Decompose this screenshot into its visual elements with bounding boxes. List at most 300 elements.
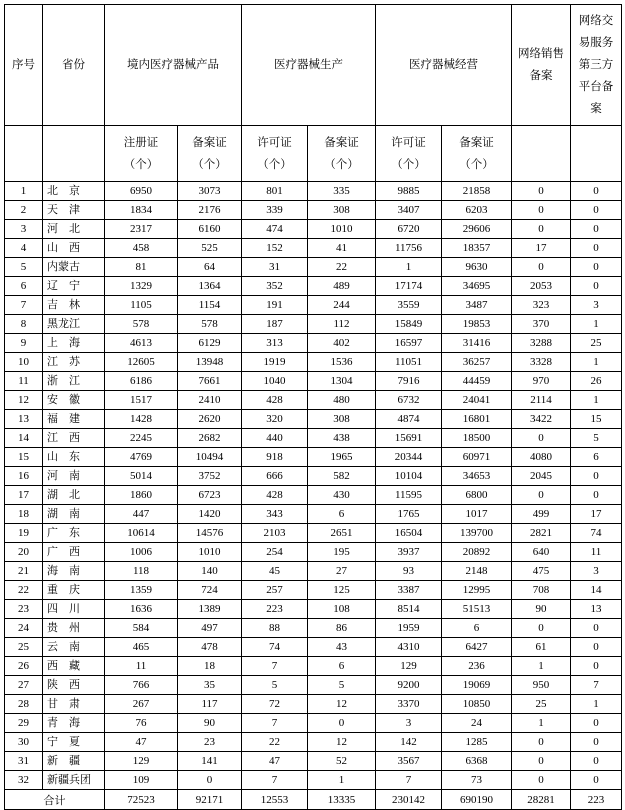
data-cell: 724	[178, 581, 242, 600]
data-cell: 29606	[442, 220, 512, 239]
row-province: 黑龙江	[43, 315, 105, 334]
header-production: 医疗器械生产	[242, 5, 376, 126]
data-cell: 3487	[442, 296, 512, 315]
data-cell: 458	[105, 239, 178, 258]
data-cell: 8514	[376, 600, 442, 619]
data-cell: 1965	[308, 448, 376, 467]
row-province: 西 藏	[43, 657, 105, 676]
data-cell: 1006	[105, 543, 178, 562]
subheader-label: 注册证	[123, 136, 159, 149]
data-cell: 1	[571, 315, 622, 334]
data-cell: 430	[308, 486, 376, 505]
data-cell: 17	[571, 505, 622, 524]
data-cell: 6950	[105, 182, 178, 201]
data-cell: 61	[512, 638, 571, 657]
data-cell: 74	[571, 524, 622, 543]
data-cell: 352	[242, 277, 308, 296]
data-cell: 3	[376, 714, 442, 733]
data-cell: 1389	[178, 600, 242, 619]
data-cell: 480	[308, 391, 376, 410]
row-province: 天 津	[43, 201, 105, 220]
data-cell: 267	[105, 695, 178, 714]
header-province: 省份	[43, 5, 105, 126]
data-cell: 112	[308, 315, 376, 334]
table-row	[5, 505, 622, 524]
table-row	[5, 334, 622, 353]
header-domestic-products: 境内医疗器械产品	[105, 5, 242, 126]
data-cell: 3752	[178, 467, 242, 486]
data-cell: 1636	[105, 600, 178, 619]
data-cell: 16801	[442, 410, 512, 429]
medical-device-statistics-table	[4, 4, 622, 810]
data-cell: 1517	[105, 391, 178, 410]
row-index: 12	[5, 391, 43, 410]
data-cell: 1285	[442, 733, 512, 752]
subheader-unit: （个）	[391, 158, 426, 171]
data-cell: 10494	[178, 448, 242, 467]
data-cell: 0	[571, 258, 622, 277]
row-index: 5	[5, 258, 43, 277]
table-row	[5, 619, 622, 638]
data-cell: 20344	[376, 448, 442, 467]
row-index: 28	[5, 695, 43, 714]
data-cell: 0	[571, 277, 622, 296]
table-row	[5, 353, 622, 372]
table-row	[5, 600, 622, 619]
data-cell: 766	[105, 676, 178, 695]
row-province: 海 南	[43, 562, 105, 581]
data-cell: 17	[512, 239, 571, 258]
total-cell: 72523	[105, 790, 178, 810]
row-index: 32	[5, 771, 43, 790]
data-cell: 72	[242, 695, 308, 714]
data-cell: 257	[242, 581, 308, 600]
data-cell: 191	[242, 296, 308, 315]
header-blank	[571, 126, 622, 182]
data-cell: 2821	[512, 524, 571, 543]
subheader-registration	[105, 126, 178, 182]
data-cell: 0	[512, 201, 571, 220]
header-index: 序号	[5, 5, 43, 126]
data-cell: 3328	[512, 353, 571, 372]
data-cell: 2114	[512, 391, 571, 410]
data-cell: 3073	[178, 182, 242, 201]
data-cell: 578	[105, 315, 178, 334]
header-blank	[5, 126, 43, 182]
data-cell: 1834	[105, 201, 178, 220]
data-cell: 6427	[442, 638, 512, 657]
row-index: 23	[5, 600, 43, 619]
row-province: 青 海	[43, 714, 105, 733]
data-cell: 88	[242, 619, 308, 638]
data-cell: 0	[571, 486, 622, 505]
data-cell: 6129	[178, 334, 242, 353]
data-cell: 0	[571, 714, 622, 733]
data-cell: 13	[571, 600, 622, 619]
data-cell: 18357	[442, 239, 512, 258]
data-cell: 15691	[376, 429, 442, 448]
data-cell: 18	[178, 657, 242, 676]
data-cell: 0	[512, 258, 571, 277]
data-cell: 12	[308, 695, 376, 714]
data-cell: 12	[308, 733, 376, 752]
data-cell: 6	[571, 448, 622, 467]
data-cell: 1959	[376, 619, 442, 638]
subheader-filing	[442, 126, 512, 182]
data-cell: 0	[512, 733, 571, 752]
data-cell: 2045	[512, 467, 571, 486]
data-cell: 195	[308, 543, 376, 562]
total-cell: 92171	[178, 790, 242, 810]
row-province: 辽 宁	[43, 277, 105, 296]
data-cell: 5	[308, 676, 376, 695]
data-cell: 1010	[308, 220, 376, 239]
subheader-label: 备案证	[192, 136, 227, 149]
row-index: 20	[5, 543, 43, 562]
data-cell: 1040	[242, 372, 308, 391]
data-cell: 16504	[376, 524, 442, 543]
data-cell: 2103	[242, 524, 308, 543]
data-cell: 1	[571, 695, 622, 714]
data-cell: 6	[308, 505, 376, 524]
data-cell: 187	[242, 315, 308, 334]
data-cell: 17174	[376, 277, 442, 296]
data-cell: 3370	[376, 695, 442, 714]
row-province: 江 西	[43, 429, 105, 448]
data-cell: 1	[308, 771, 376, 790]
data-cell: 16597	[376, 334, 442, 353]
total-cell: 223	[571, 790, 622, 810]
data-cell: 7	[376, 771, 442, 790]
row-province: 上 海	[43, 334, 105, 353]
data-cell: 5	[571, 429, 622, 448]
data-cell: 6160	[178, 220, 242, 239]
data-cell: 31416	[442, 334, 512, 353]
data-cell: 0	[512, 752, 571, 771]
data-cell: 1154	[178, 296, 242, 315]
data-cell: 118	[105, 562, 178, 581]
row-index: 3	[5, 220, 43, 239]
data-cell: 308	[308, 201, 376, 220]
data-cell: 2410	[178, 391, 242, 410]
data-cell: 465	[105, 638, 178, 657]
row-index: 10	[5, 353, 43, 372]
data-cell: 45	[242, 562, 308, 581]
data-cell: 320	[242, 410, 308, 429]
row-province: 江 苏	[43, 353, 105, 372]
data-cell: 1536	[308, 353, 376, 372]
data-cell: 6723	[178, 486, 242, 505]
data-cell: 0	[178, 771, 242, 790]
data-cell: 478	[178, 638, 242, 657]
data-cell: 24	[442, 714, 512, 733]
table-row	[5, 296, 622, 315]
data-cell: 76	[105, 714, 178, 733]
header-blank	[512, 126, 571, 182]
data-cell: 582	[308, 467, 376, 486]
row-province: 湖 北	[43, 486, 105, 505]
data-cell: 142	[376, 733, 442, 752]
row-province: 吉 林	[43, 296, 105, 315]
data-cell: 474	[242, 220, 308, 239]
data-cell: 1860	[105, 486, 178, 505]
data-cell: 7916	[376, 372, 442, 391]
data-cell: 339	[242, 201, 308, 220]
data-cell: 3567	[376, 752, 442, 771]
row-province: 山 西	[43, 239, 105, 258]
data-cell: 6	[308, 657, 376, 676]
data-cell: 7	[242, 714, 308, 733]
table-row	[5, 638, 622, 657]
data-cell: 1	[571, 391, 622, 410]
subheader-filing	[308, 126, 376, 182]
table-row	[5, 771, 622, 790]
data-cell: 3288	[512, 334, 571, 353]
data-cell: 64	[178, 258, 242, 277]
row-province: 广 西	[43, 543, 105, 562]
data-cell: 3	[571, 296, 622, 315]
data-cell: 7	[242, 657, 308, 676]
data-cell: 14	[571, 581, 622, 600]
table-row	[5, 543, 622, 562]
data-cell: 14576	[178, 524, 242, 543]
row-index: 22	[5, 581, 43, 600]
data-cell: 3937	[376, 543, 442, 562]
data-cell: 6720	[376, 220, 442, 239]
row-province: 甘 肃	[43, 695, 105, 714]
data-cell: 2053	[512, 277, 571, 296]
data-cell: 244	[308, 296, 376, 315]
data-cell: 31	[242, 258, 308, 277]
table-row	[5, 410, 622, 429]
data-cell: 25	[512, 695, 571, 714]
subheader-unit: （个）	[324, 158, 359, 171]
data-cell: 254	[242, 543, 308, 562]
row-index: 21	[5, 562, 43, 581]
header-online-sales: 网络销售备案	[512, 5, 571, 126]
subheader-label: 许可证	[391, 136, 426, 149]
data-cell: 0	[512, 220, 571, 239]
data-cell: 47	[242, 752, 308, 771]
data-cell: 11595	[376, 486, 442, 505]
table-body	[5, 182, 622, 790]
data-cell: 0	[571, 182, 622, 201]
header-operation: 医疗器械经营	[376, 5, 512, 126]
data-cell: 370	[512, 315, 571, 334]
data-cell: 708	[512, 581, 571, 600]
table-row	[5, 182, 622, 201]
table-row	[5, 562, 622, 581]
data-cell: 428	[242, 391, 308, 410]
data-cell: 11	[105, 657, 178, 676]
data-cell: 90	[512, 600, 571, 619]
data-cell: 0	[512, 771, 571, 790]
data-cell: 81	[105, 258, 178, 277]
data-cell: 0	[571, 771, 622, 790]
data-cell: 90	[178, 714, 242, 733]
data-cell: 1105	[105, 296, 178, 315]
data-cell: 1	[571, 353, 622, 372]
data-cell: 25	[571, 334, 622, 353]
row-province: 湖 南	[43, 505, 105, 524]
data-cell: 950	[512, 676, 571, 695]
total-row	[5, 790, 622, 810]
data-cell: 6732	[376, 391, 442, 410]
data-cell: 801	[242, 182, 308, 201]
row-province: 安 徽	[43, 391, 105, 410]
data-cell: 5014	[105, 467, 178, 486]
data-cell: 6186	[105, 372, 178, 391]
table-row	[5, 391, 622, 410]
data-cell: 15849	[376, 315, 442, 334]
data-cell: 73	[442, 771, 512, 790]
row-province: 河 北	[43, 220, 105, 239]
data-cell: 22	[308, 258, 376, 277]
data-cell: 223	[242, 600, 308, 619]
header-blank	[43, 126, 105, 182]
table-row	[5, 467, 622, 486]
row-index: 1	[5, 182, 43, 201]
total-cell: 230142	[376, 790, 442, 810]
data-cell: 22	[242, 733, 308, 752]
row-index: 4	[5, 239, 43, 258]
row-index: 31	[5, 752, 43, 771]
row-province: 北 京	[43, 182, 105, 201]
row-index: 9	[5, 334, 43, 353]
table-row	[5, 524, 622, 543]
table-row	[5, 733, 622, 752]
row-index: 7	[5, 296, 43, 315]
data-cell: 1359	[105, 581, 178, 600]
row-index: 18	[5, 505, 43, 524]
data-cell: 1304	[308, 372, 376, 391]
data-cell: 19853	[442, 315, 512, 334]
total-label: 合计	[5, 790, 105, 810]
subheader-unit: （个）	[192, 158, 227, 171]
subheader-license	[376, 126, 442, 182]
data-cell: 497	[178, 619, 242, 638]
data-cell: 3422	[512, 410, 571, 429]
total-cell: 28281	[512, 790, 571, 810]
row-index: 14	[5, 429, 43, 448]
data-cell: 20892	[442, 543, 512, 562]
data-cell: 499	[512, 505, 571, 524]
row-province: 重 庆	[43, 581, 105, 600]
data-cell: 0	[571, 220, 622, 239]
data-cell: 640	[512, 543, 571, 562]
table-row	[5, 258, 622, 277]
table-row	[5, 220, 622, 239]
data-cell: 1017	[442, 505, 512, 524]
table-row	[5, 676, 622, 695]
data-cell: 0	[512, 182, 571, 201]
data-cell: 35	[178, 676, 242, 695]
data-cell: 0	[571, 733, 622, 752]
data-cell: 24041	[442, 391, 512, 410]
data-cell: 1329	[105, 277, 178, 296]
data-cell: 343	[242, 505, 308, 524]
subheader-label: 许可证	[257, 136, 292, 149]
subheader-label: 备案证	[459, 136, 494, 149]
data-cell: 140	[178, 562, 242, 581]
data-cell: 129	[105, 752, 178, 771]
table-row	[5, 277, 622, 296]
row-index: 19	[5, 524, 43, 543]
data-cell: 1765	[376, 505, 442, 524]
row-index: 15	[5, 448, 43, 467]
row-province: 宁 夏	[43, 733, 105, 752]
data-cell: 6800	[442, 486, 512, 505]
row-index: 26	[5, 657, 43, 676]
row-index: 24	[5, 619, 43, 638]
data-cell: 117	[178, 695, 242, 714]
row-province: 浙 江	[43, 372, 105, 391]
data-cell: 0	[571, 657, 622, 676]
data-cell: 152	[242, 239, 308, 258]
row-province: 福 建	[43, 410, 105, 429]
data-cell: 1428	[105, 410, 178, 429]
data-cell: 139700	[442, 524, 512, 543]
subheader-license	[242, 126, 308, 182]
data-cell: 36257	[442, 353, 512, 372]
data-cell: 2176	[178, 201, 242, 220]
data-cell: 23	[178, 733, 242, 752]
data-cell: 9885	[376, 182, 442, 201]
data-cell: 475	[512, 562, 571, 581]
row-province: 贵 州	[43, 619, 105, 638]
total-cell: 690190	[442, 790, 512, 810]
data-cell: 6	[442, 619, 512, 638]
data-cell: 10104	[376, 467, 442, 486]
data-cell: 41	[308, 239, 376, 258]
data-cell: 15	[571, 410, 622, 429]
data-cell: 440	[242, 429, 308, 448]
table-row	[5, 486, 622, 505]
subheader-filing	[178, 126, 242, 182]
table-row	[5, 448, 622, 467]
data-cell: 12995	[442, 581, 512, 600]
row-province: 广 东	[43, 524, 105, 543]
header-row-subcolumns	[5, 126, 622, 182]
data-cell: 1	[512, 657, 571, 676]
data-cell: 335	[308, 182, 376, 201]
data-cell: 7	[571, 676, 622, 695]
data-cell: 308	[308, 410, 376, 429]
data-cell: 3559	[376, 296, 442, 315]
data-cell: 0	[512, 486, 571, 505]
data-cell: 4613	[105, 334, 178, 353]
data-cell: 402	[308, 334, 376, 353]
data-cell: 1	[376, 258, 442, 277]
row-province: 四 川	[43, 600, 105, 619]
data-cell: 141	[178, 752, 242, 771]
data-cell: 60971	[442, 448, 512, 467]
data-cell: 2148	[442, 562, 512, 581]
row-index: 17	[5, 486, 43, 505]
data-cell: 2651	[308, 524, 376, 543]
data-cell: 4080	[512, 448, 571, 467]
data-cell: 0	[571, 201, 622, 220]
data-cell: 13948	[178, 353, 242, 372]
row-index: 16	[5, 467, 43, 486]
data-cell: 447	[105, 505, 178, 524]
data-cell: 26	[571, 372, 622, 391]
subheader-label: 备案证	[324, 136, 359, 149]
data-cell: 3407	[376, 201, 442, 220]
data-cell: 4874	[376, 410, 442, 429]
data-cell: 129	[376, 657, 442, 676]
data-cell: 19069	[442, 676, 512, 695]
